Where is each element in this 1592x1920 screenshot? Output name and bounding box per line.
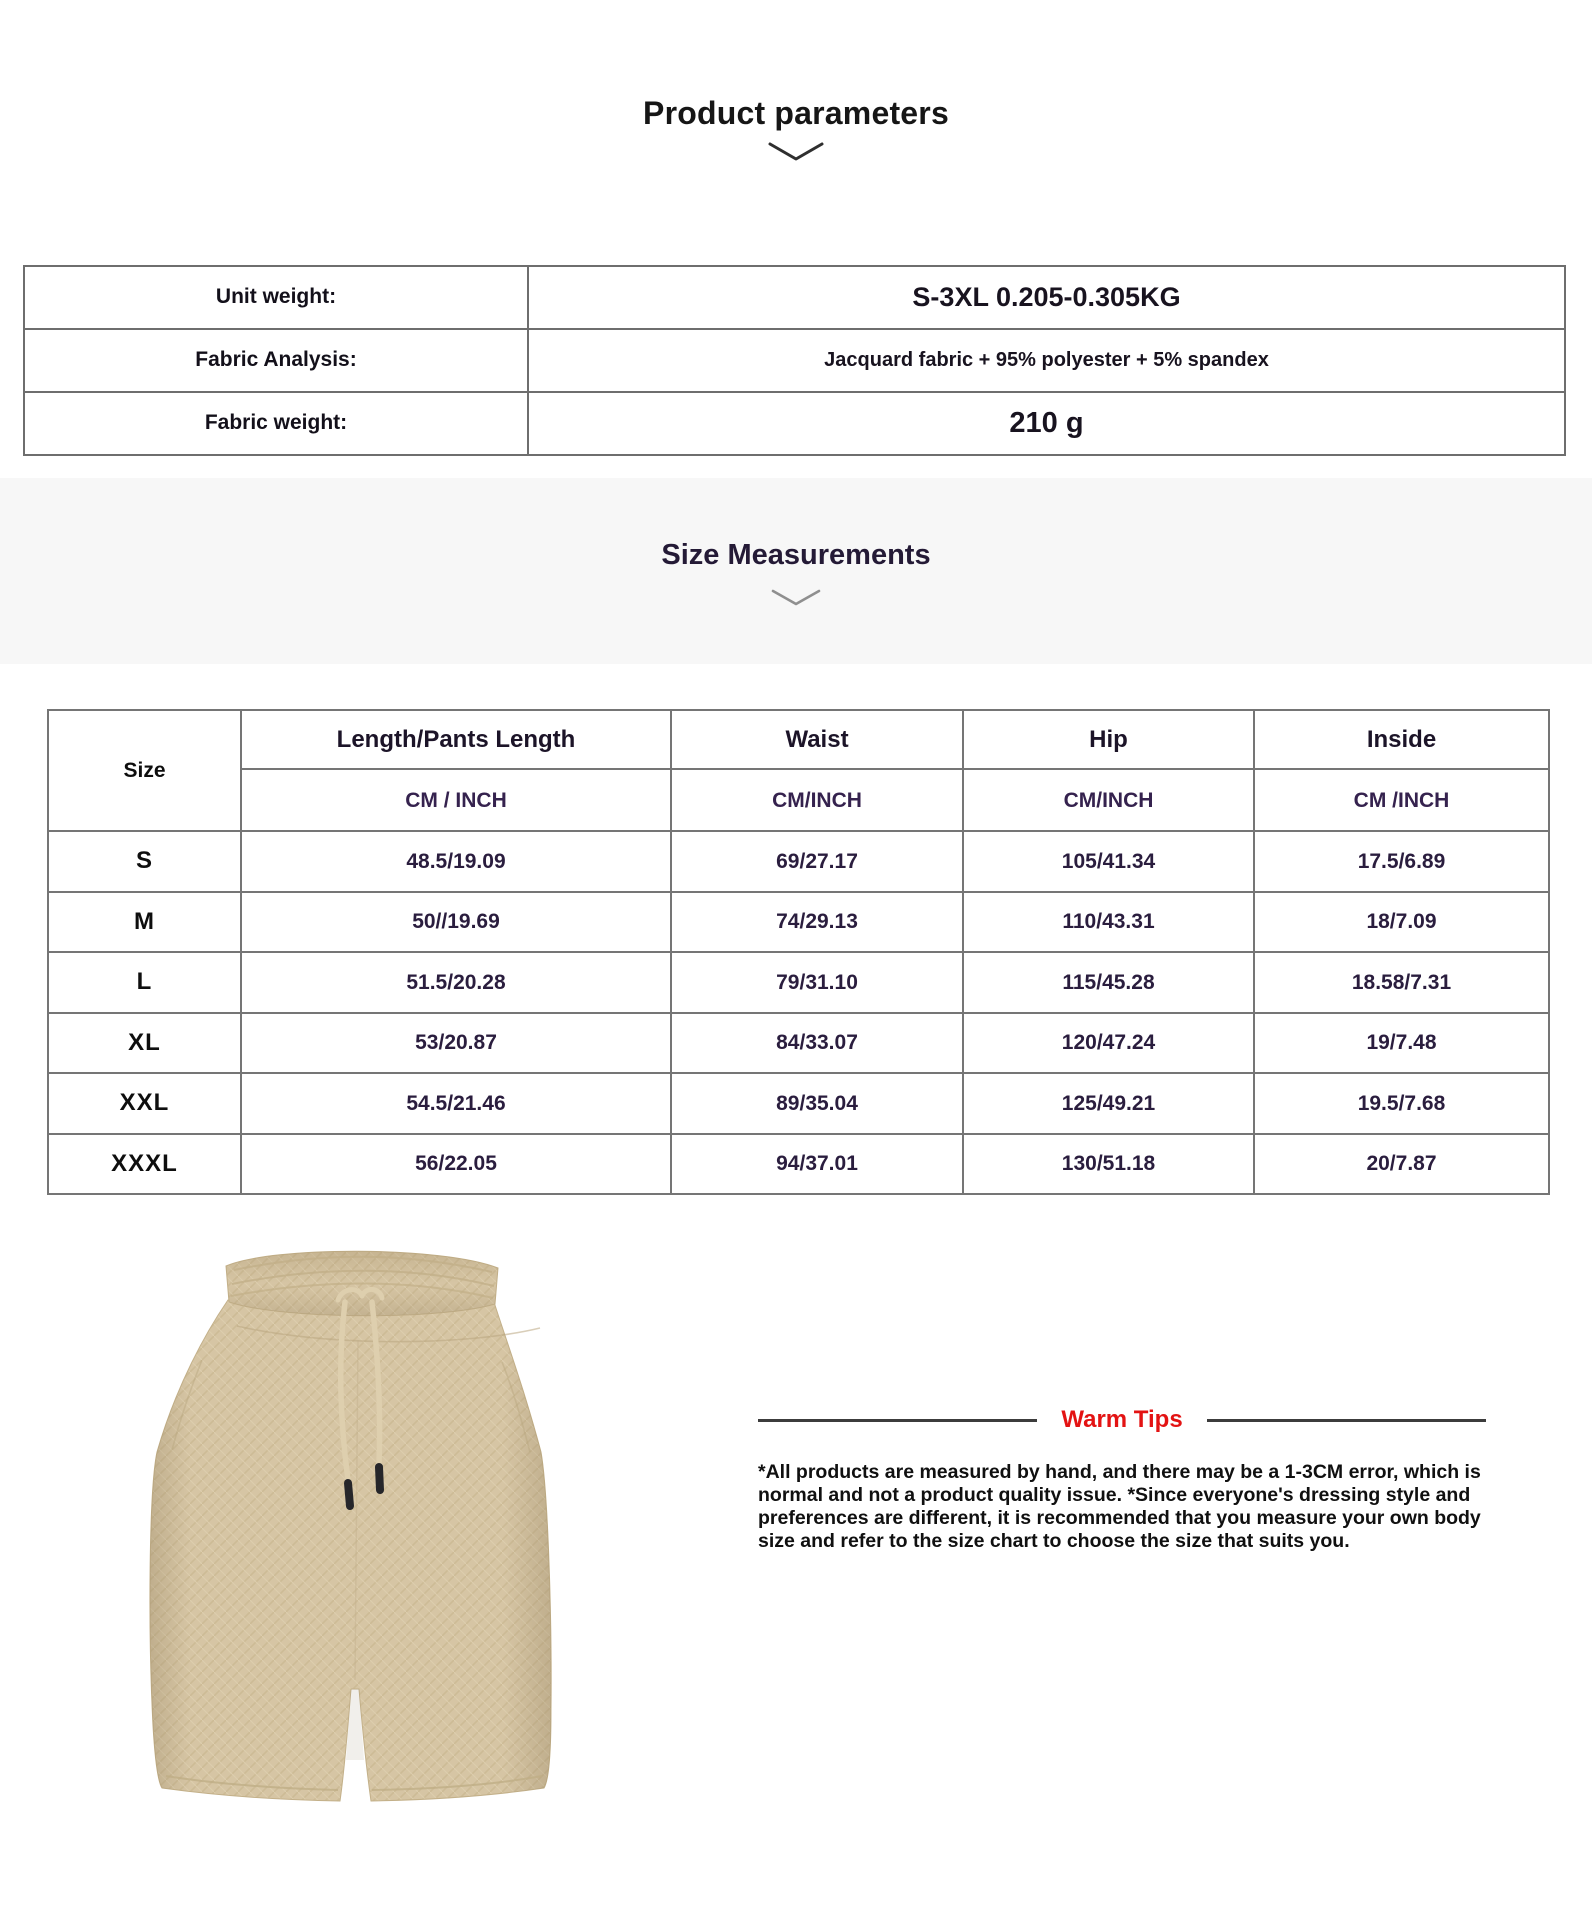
shorts-body: [150, 1300, 551, 1801]
cell-waist: 84/33.07: [671, 1013, 963, 1074]
chevron-down-icon: [770, 588, 822, 608]
cell-waist: 89/35.04: [671, 1073, 963, 1134]
cell-inside: 20/7.87: [1254, 1134, 1549, 1195]
cell-length: 51.5/20.28: [241, 952, 671, 1013]
column-header-waist: Waist: [671, 710, 963, 769]
size-measurements-table: [47, 709, 1550, 1195]
cell-length: 48.5/19.09: [241, 831, 671, 892]
size-row-m: [48, 892, 1549, 953]
warm-tips-header: [758, 1408, 1486, 1432]
param-label-unit-weight: Unit weight:: [24, 266, 528, 329]
warm-tips-text: *All products are measured by hand, and there may be a 1-3CM error, which is normal and not a product quality issue. *Since everyone's dressing style and preferences are different, it is recommended that you measure your own body size and refer to the size chart to choose the size that suits you.: [758, 1461, 1481, 1552]
param-value-fabric-weight: 210 g: [528, 392, 1565, 455]
table-row: [24, 266, 1565, 329]
shorts-waistband: [226, 1251, 498, 1316]
size-row-xxxl: [48, 1134, 1549, 1195]
cell-hip: 110/43.31: [963, 892, 1254, 953]
table-row: [24, 392, 1565, 455]
cell-hip: 115/45.28: [963, 952, 1254, 1013]
drawstring-aglet: [379, 1467, 380, 1490]
unit-header-inside: CM /INCH: [1254, 769, 1549, 831]
size-table-unit-row: [48, 769, 1549, 831]
warm-tips-title: Warm Tips: [1061, 1406, 1183, 1433]
divider-line: [758, 1419, 1037, 1422]
cell-inside: 19.5/7.68: [1254, 1073, 1549, 1134]
column-header-length: Length/Pants Length: [241, 710, 671, 769]
cell-waist: 79/31.10: [671, 952, 963, 1013]
cell-waist: 74/29.13: [671, 892, 963, 953]
unit-header-hip: CM/INCH: [963, 769, 1254, 831]
cell-waist: 69/27.17: [671, 831, 963, 892]
size-table-corner-label: Size: [48, 710, 241, 831]
divider-line: [1207, 1419, 1486, 1422]
column-header-hip: Hip: [963, 710, 1254, 769]
size-row-s: [48, 831, 1549, 892]
product-photo-shorts-image: [142, 1240, 554, 1806]
table-row: [24, 329, 1565, 392]
size-label: XXL: [48, 1073, 241, 1134]
cell-inside: 19/7.48: [1254, 1013, 1549, 1074]
param-label-fabric-weight: Fabric weight:: [24, 392, 528, 455]
page-title-size-measurements: Size Measurements: [661, 539, 931, 571]
cell-waist: 94/37.01: [671, 1134, 963, 1195]
param-label-fabric-analysis: Fabric Analysis:: [24, 329, 528, 392]
size-row-xxl: [48, 1073, 1549, 1134]
section-background-band: [0, 478, 1592, 664]
size-label: XL: [48, 1013, 241, 1074]
cell-length: 50//19.69: [241, 892, 671, 953]
cell-hip: 105/41.34: [963, 831, 1254, 892]
unit-header-length: CM / INCH: [241, 769, 671, 831]
drawstring-aglet: [348, 1483, 350, 1506]
size-label: S: [48, 831, 241, 892]
size-label: L: [48, 952, 241, 1013]
chevron-down-icon: [767, 141, 825, 163]
cell-length: 54.5/21.46: [241, 1073, 671, 1134]
size-row-l: [48, 952, 1549, 1013]
column-header-inside: Inside: [1254, 710, 1549, 769]
size-table-header-row: [48, 710, 1549, 769]
param-value-unit-weight: S-3XL 0.205-0.305KG: [528, 266, 1565, 329]
cell-hip: 120/47.24: [963, 1013, 1254, 1074]
page-title-product-parameters: Product parameters: [643, 95, 949, 131]
size-row-xl: [48, 1013, 1549, 1074]
param-value-fabric-analysis: Jacquard fabric + 95% polyester + 5% spandex: [528, 329, 1565, 392]
product-parameters-table: [23, 265, 1566, 456]
cell-hip: 125/49.21: [963, 1073, 1254, 1134]
cell-hip: 130/51.18: [963, 1134, 1254, 1195]
cell-length: 53/20.87: [241, 1013, 671, 1074]
cell-inside: 18/7.09: [1254, 892, 1549, 953]
cell-length: 56/22.05: [241, 1134, 671, 1195]
cell-inside: 18.58/7.31: [1254, 952, 1549, 1013]
unit-header-waist: CM/INCH: [671, 769, 963, 831]
size-label: XXXL: [48, 1134, 241, 1195]
size-label: M: [48, 892, 241, 953]
cell-inside: 17.5/6.89: [1254, 831, 1549, 892]
